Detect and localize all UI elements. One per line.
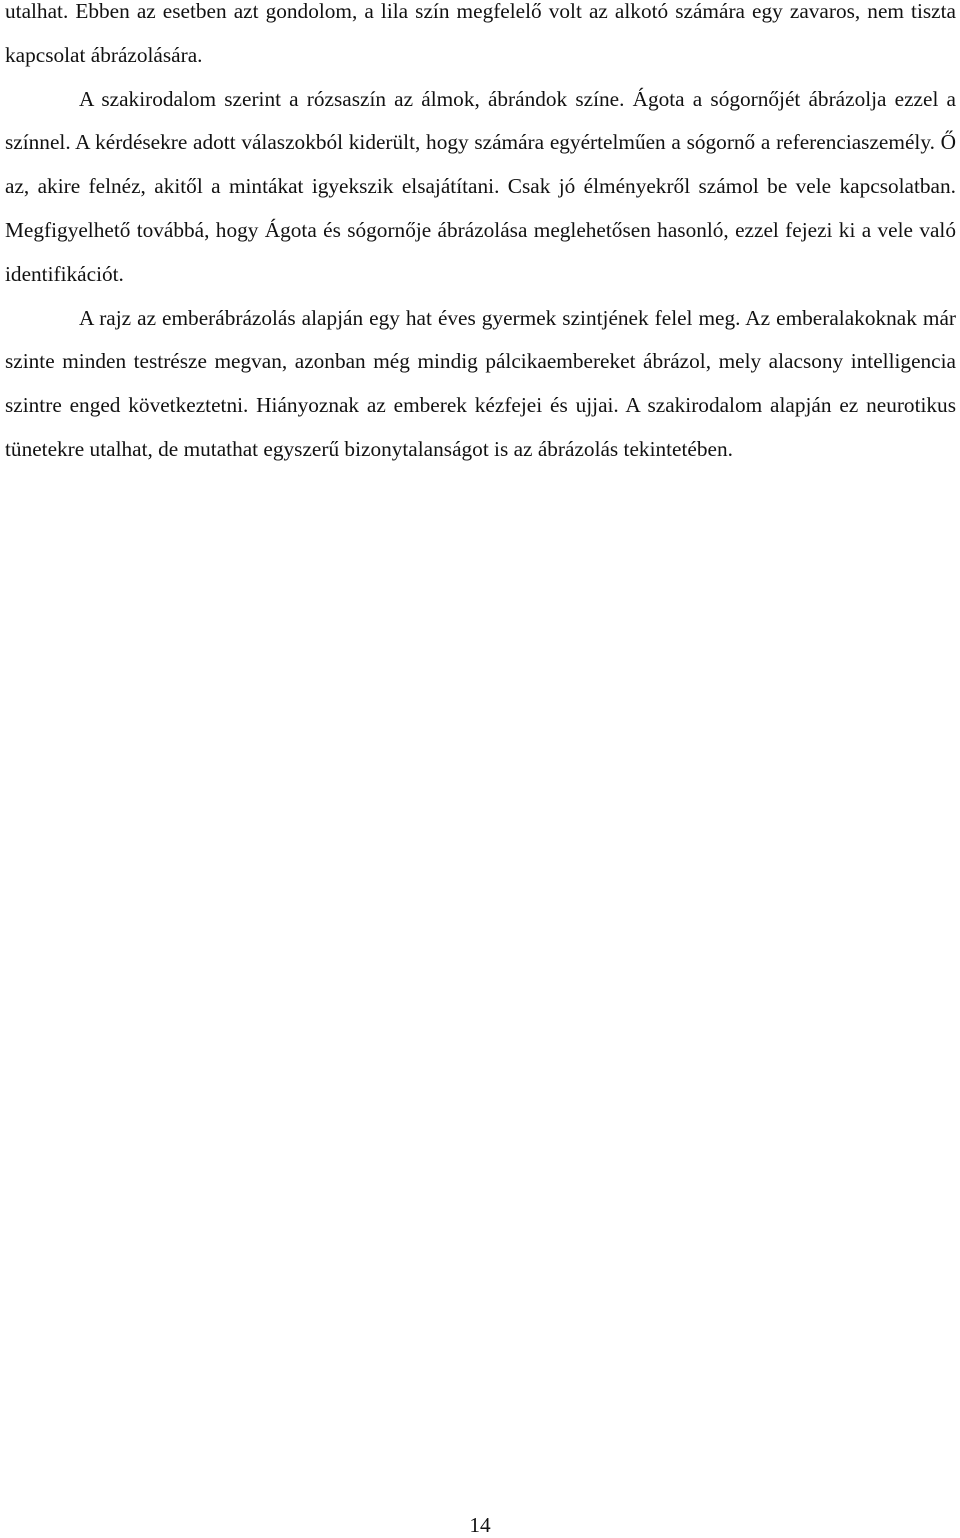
paragraph-1: utalhat. Ebben az esetben azt gondolom, a lila szín megfelelő volt az alkotó számára egy zavaros, nem tiszta kapcsolat ábrázolására. xyxy=(5,0,956,67)
body-text xyxy=(5,0,956,472)
page-number: 14 xyxy=(469,1513,491,1537)
paragraph-2: A szakirodalom szerint a rózsaszín az álmok, ábrándok színe. Ágota a sógornőjét ábrázolja ezzel a színnel. A kérdésekre adott válaszokból kiderült, hogy számára egyértelműen a sógornő a referenciaszemély. Ő az, akire felnéz, akitől a mintákat igyekszik elsajátítani. Csak jó élményekről számol be vele kapcsolatban. Megfigyelhető továbbá, hogy Ágota és sógornője ábrázolása meglehetősen hasonló, ezzel fejezi ki a vele való identifikációt. xyxy=(5,86,956,286)
paragraph-3: A rajz az emberábrázolás alapján egy hat éves gyermek szintjének felel meg. Az emberalakoknak már szinte minden testrésze megvan, azonban még mindig pálcikaembereket ábrázol, mely alacsony intelligencia szintre enged következtetni. Hiányoznak az emberek kézfejei és ujjai. A szakirodalom alapján ez neurotikus tünetekre utalhat, de mutathat egyszerű bizonytalanságot is az ábrázolás tekintetében. xyxy=(5,305,956,461)
